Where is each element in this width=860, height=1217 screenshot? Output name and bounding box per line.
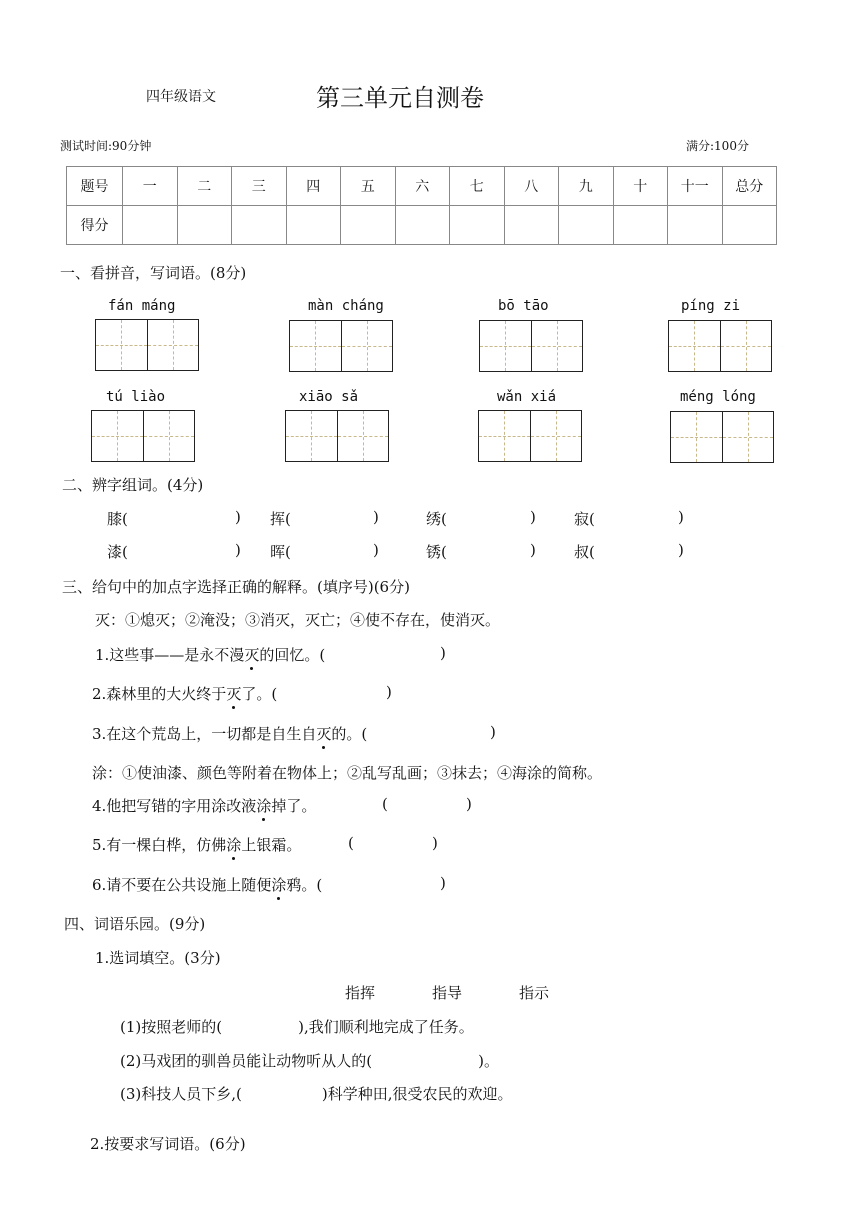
question-2: 2.森林里的大火终于灭了。( [92, 685, 278, 703]
section-4-heading: 四、词语乐园。(9分) [64, 915, 206, 933]
writing-grid[interactable] [289, 320, 393, 372]
score-input-cell[interactable] [450, 206, 505, 245]
subsection-2: 2.按要求写词语。(6分) [90, 1135, 246, 1153]
score-table-score-row [67, 206, 777, 245]
paren-open: ( [382, 795, 388, 813]
score-input-cell[interactable] [123, 206, 178, 245]
char-prompt: 绣( [426, 510, 447, 528]
score-table [66, 166, 777, 245]
dotted-char: 灭 [316, 725, 332, 743]
score-input-cell[interactable] [559, 206, 614, 245]
writing-grid[interactable] [670, 411, 774, 463]
definition-tu: 涂：①使油漆、颜色等附着在物体上；②乱写乱画；③抹去；④海涂的简称。 [92, 764, 603, 782]
paren-close: ) [386, 683, 392, 701]
fill-2: (2)马戏团的驯兽员能让动物听从人的( )。 [120, 1052, 499, 1070]
paren-close: ) [530, 541, 536, 559]
score-cell: 一 [123, 167, 178, 206]
dotted-char: 灭 [244, 646, 260, 664]
writing-grid[interactable] [478, 410, 582, 462]
writing-grid[interactable] [479, 320, 583, 372]
paren-close: ) [432, 834, 438, 852]
fill-1: (1)按照老师的( ),我们顺利地完成了任务。 [120, 1018, 474, 1036]
pinyin-label: méng lóng [680, 389, 756, 405]
char-prompt: 锈( [426, 543, 447, 561]
question-5: 5.有一棵白桦，仿佛涂上银霜。 [92, 836, 302, 854]
pinyin-label: wǎn xiá [497, 389, 557, 405]
pinyin-label: tú liào [106, 389, 166, 405]
section-2-heading: 二、辨字组词。(4分) [62, 476, 204, 494]
paren-open: ( [348, 834, 354, 852]
score-cell: 四 [286, 167, 341, 206]
page-title: 第三单元自测卷 [316, 84, 484, 112]
question-1: 1.这些事——是永不漫灭的回忆。( [95, 646, 326, 664]
section-3-heading: 三、给句中的加点字选择正确的解释。(填序号)(6分) [62, 578, 410, 596]
char-prompt: 寂( [574, 510, 595, 528]
paren-close: ) [440, 874, 446, 892]
word-choice: 指示 [519, 984, 550, 1002]
char-prompt: 挥( [270, 510, 291, 528]
score-input-cell[interactable] [286, 206, 341, 245]
score-cell: 十一 [668, 167, 723, 206]
writing-grid[interactable] [285, 410, 389, 462]
paren-close: ) [530, 508, 536, 526]
writing-grid[interactable] [91, 410, 195, 462]
paren-close: ) [678, 508, 684, 526]
paren-close: ) [235, 508, 241, 526]
score-cell: 总分 [722, 167, 777, 206]
question-3: 3.在这个荒岛上，一切都是自生自灭的。( [92, 725, 368, 743]
pinyin-label: màn cháng [308, 298, 384, 314]
fill-3: (3)科技人员下乡,( )科学种田,很受农民的欢迎。 [120, 1085, 513, 1103]
paren-close: ) [490, 723, 496, 741]
score-table-header-row [67, 167, 777, 206]
pinyin-label: bō tāo [498, 298, 549, 314]
test-time: 测试时间:90分钟 [60, 139, 152, 153]
grade-label: 四年级语文 [146, 89, 216, 105]
score-cell: 九 [559, 167, 614, 206]
score-input-cell[interactable] [232, 206, 287, 245]
char-prompt: 膝( [107, 510, 128, 528]
dotted-char: 涂 [271, 876, 287, 894]
score-cell: 五 [341, 167, 396, 206]
pinyin-label: xiāo sǎ [299, 389, 359, 405]
score-input-cell[interactable] [395, 206, 450, 245]
writing-grid[interactable] [95, 319, 199, 371]
score-cell: 七 [450, 167, 505, 206]
dotted-char: 涂 [256, 797, 272, 815]
score-input-cell[interactable] [504, 206, 559, 245]
paren-close: ) [466, 795, 472, 813]
section-1-heading: 一、看拼音，写词语。(8分) [60, 264, 247, 282]
score-cell: 三 [232, 167, 287, 206]
word-choice: 指导 [432, 984, 463, 1002]
score-cell: 六 [395, 167, 450, 206]
score-input-cell[interactable] [341, 206, 396, 245]
dotted-char: 灭 [226, 685, 242, 703]
pinyin-label: píng zi [681, 298, 741, 314]
question-6: 6.请不要在公共设施上随便涂鸦。( [92, 876, 323, 894]
score-cell: 二 [177, 167, 232, 206]
score-input-cell[interactable] [177, 206, 232, 245]
writing-grid[interactable] [668, 320, 772, 372]
paren-close: ) [678, 541, 684, 559]
paren-close: ) [373, 541, 379, 559]
paren-close: ) [440, 644, 446, 662]
char-prompt: 漆( [107, 543, 128, 561]
score-cell: 题号 [67, 167, 123, 206]
score-row-label: 得分 [67, 206, 123, 245]
full-score: 满分:100分 [686, 139, 749, 153]
subsection-1: 1.选词填空。(3分) [95, 949, 221, 967]
paren-close: ) [235, 541, 241, 559]
char-prompt: 晖( [270, 543, 291, 561]
score-cell: 十 [613, 167, 668, 206]
dotted-char: 涂 [226, 836, 242, 854]
word-choice: 指挥 [345, 984, 376, 1002]
char-prompt: 叔( [574, 543, 595, 561]
score-input-cell[interactable] [722, 206, 777, 245]
paren-close: ) [373, 508, 379, 526]
score-cell: 八 [504, 167, 559, 206]
definition-mie: 灭：①熄灭；②淹没；③消灭，灭亡；④使不存在，使消灭。 [95, 611, 501, 629]
score-input-cell[interactable] [613, 206, 668, 245]
score-input-cell[interactable] [668, 206, 723, 245]
question-4: 4.他把写错的字用涂改液涂掉了。 [92, 797, 317, 815]
pinyin-label: fán máng [108, 298, 176, 314]
